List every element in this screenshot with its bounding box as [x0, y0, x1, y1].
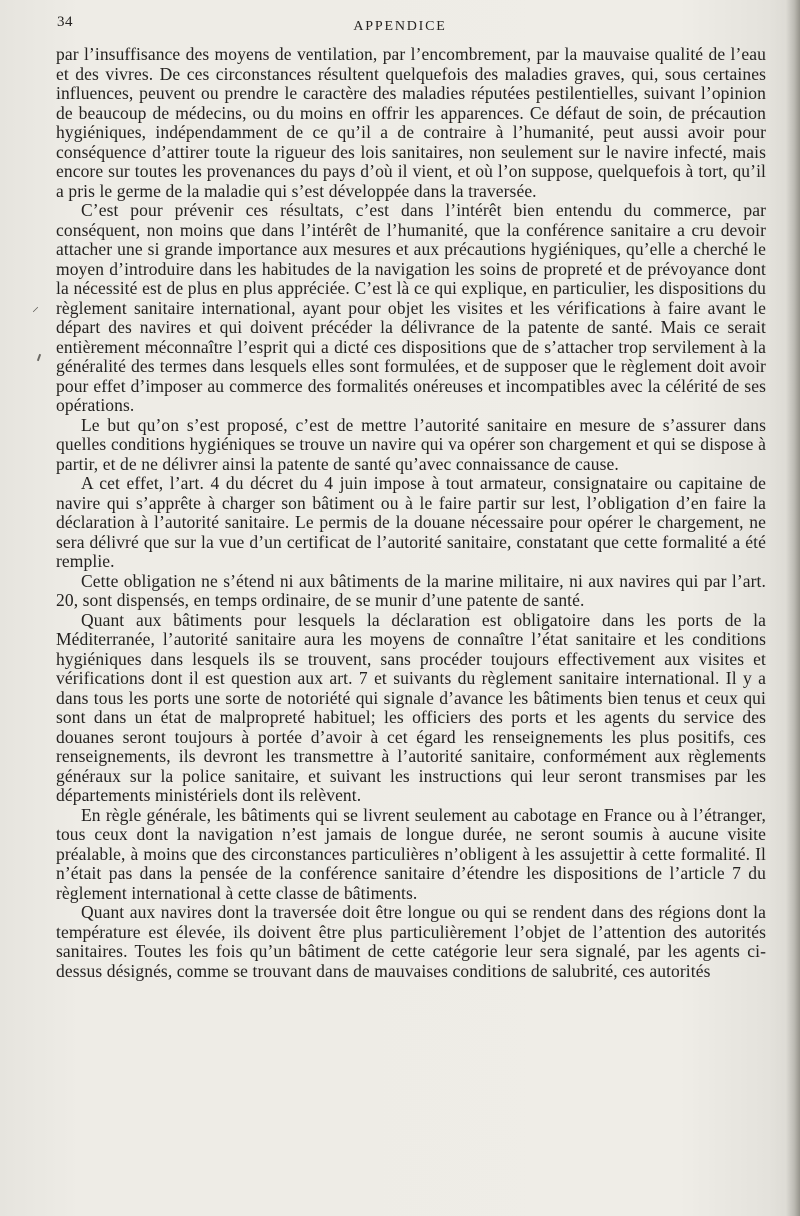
paragraph: par l’insuffisance des moyens de ventilation, par l’encombrement, par la mauvaise qualité de l’eau et des vivres. De ces circonstances résultent quelquefois des maladies graves, qui, sous certaines influences, peuvent ou prendre le caractère des maladies réputées pestilentielles, suivant l’opinion de beaucoup de médecins, ou du moins en offrir les apparences. Ce défaut de soin, de précaution hygiéniques, indépendamment de ce qu’il a de contraire à l’humanité, peut aussi avoir pour conséquence d’attirer toute la rigueur des lois sanitaires, non seulement sur le navire infecté, mais encore sur toutes les provenances du pays d’où il vient, et où l’on suppose, quelquefois à tort, qu’il a pris le germe de la maladie qui s’est développée dans la traversée.: [56, 44, 766, 201]
paragraph: C’est pour prévenir ces résultats, c’est dans l’intérêt bien entendu du commerce, par conséquent, non moins que dans l’intérêt de l’humanité, que la conférence sanitaire a cru devoir attacher une si grande importance aux mesures et aux précautions hygiéniques, qu’elle a cherché le moyen d’introduire dans les habitudes de la navigation les soins de propreté et de prévoyance dont la nécessité est de plus en plus appréciée. C’est là ce qui explique, en particulier, les dispositions du règlement sanitaire international, ayant pour objet les visites et les vérifications à faire avant le départ des navires et qui doivent précéder la délivrance de la patente de santé. Mais ce serait entièrement méconnaître l’esprit qui a dicté ces dispositions que de s’attacher trop servilement à la généralité des termes dans lesquels elles sont formulées, et de supposer que le règlement doit avoir pour effet d’imposer au commerce des formalités onéreuses et incompatibles avec la célérité de ses opérations.: [56, 200, 766, 415]
paragraph: Quant aux navires dont la traversée doit être longue ou qui se rendent dans des régions dont la température est élevée, ils doivent être plus particulièrement l’objet de l’attention des autorités sanitaires. Toutes les fois qu’un bâtiment de cette catégorie leur sera signalé, par les agents ci-dessus désignés, comme se trouvant dans de mauvaises conditions de salubrité, ces autorités: [56, 902, 766, 981]
paragraph: A cet effet, l’art. 4 du décret du 4 juin impose à tout armateur, consignataire ou capitaine de navire qui s’apprête à charger son bâtiment ou à le faire partir sur lest, l’obligation d’en faire la déclaration à l’autorité sanitaire. Le permis de la douane nécessaire pour opérer le chargement, ne sera délivré que sur la vue d’un certificat de l’autorité sanitaire, constatant que cette formalité a été remplie.: [56, 473, 766, 571]
paragraph: Cette obligation ne s’étend ni aux bâtiments de la marine militaire, ni aux navires qui par l’art. 20, sont dispensés, en temps ordinaire, de se munir d’une patente de santé.: [56, 570, 766, 610]
margin-mark: [37, 354, 41, 361]
body-text: [56, 45, 766, 981]
paragraph: En règle générale, les bâtiments qui se livrent seulement au cabotage en France ou à l’étranger, tous ceux dont la navigation n’est jamais de longue durée, ne seront soumis à aucune visite préalable, à moins que des circonstances particulières n’obligent à les assujettir à cette formalité. Il n’était pas dans la pensée de la conférence sanitaire d’étendre les dispositions de l’article 7 du règlement international à cette classe de bâtiments.: [56, 804, 766, 903]
paragraph: Quant aux bâtiments pour lesquels la déclaration est obligatoire dans les ports de la Méditerranée, l’autorité sanitaire aura les moyens de connaître l’état sanitaire et les conditions hygiéniques dans lesquels ils se trouvent, sans procéder toujours effectivement aux visites et vérifications dont il est question aux art. 7 et suivants du règlement sanitaire international. Il y a dans tous les ports une sorte de notoriété qui signale d’avance les bâtiments bien tenus et ceux qui sont dans un état de malpropreté habituel; les officiers des ports et les agents du service des douanes seront toujours à portée d’avoir à cet égard les renseignements les plus positifs, ces renseignements, ils devront les transmettre à l’autorité sanitaire, conformément aux règlements généraux sur la police sanitaire, et suivant les instructions qui leur seront transmises par les départements ministériels dont ils relèvent.: [56, 609, 766, 805]
paragraph: Le but qu’on s’est proposé, c’est de mettre l’autorité sanitaire en mesure de s’assurer dans quelles conditions hygiéniques se trouve un navire qui va opérer son chargement et qui se dispose à partir, et de ne délivrer ainsi la patente de santé qu’avec connaissance de cause.: [56, 414, 766, 474]
page-edge-shadow: [786, 0, 800, 1216]
margin-mark: ⸝: [32, 300, 39, 315]
page-number: 34: [57, 14, 73, 30]
running-head: APPENDICE: [353, 19, 447, 34]
